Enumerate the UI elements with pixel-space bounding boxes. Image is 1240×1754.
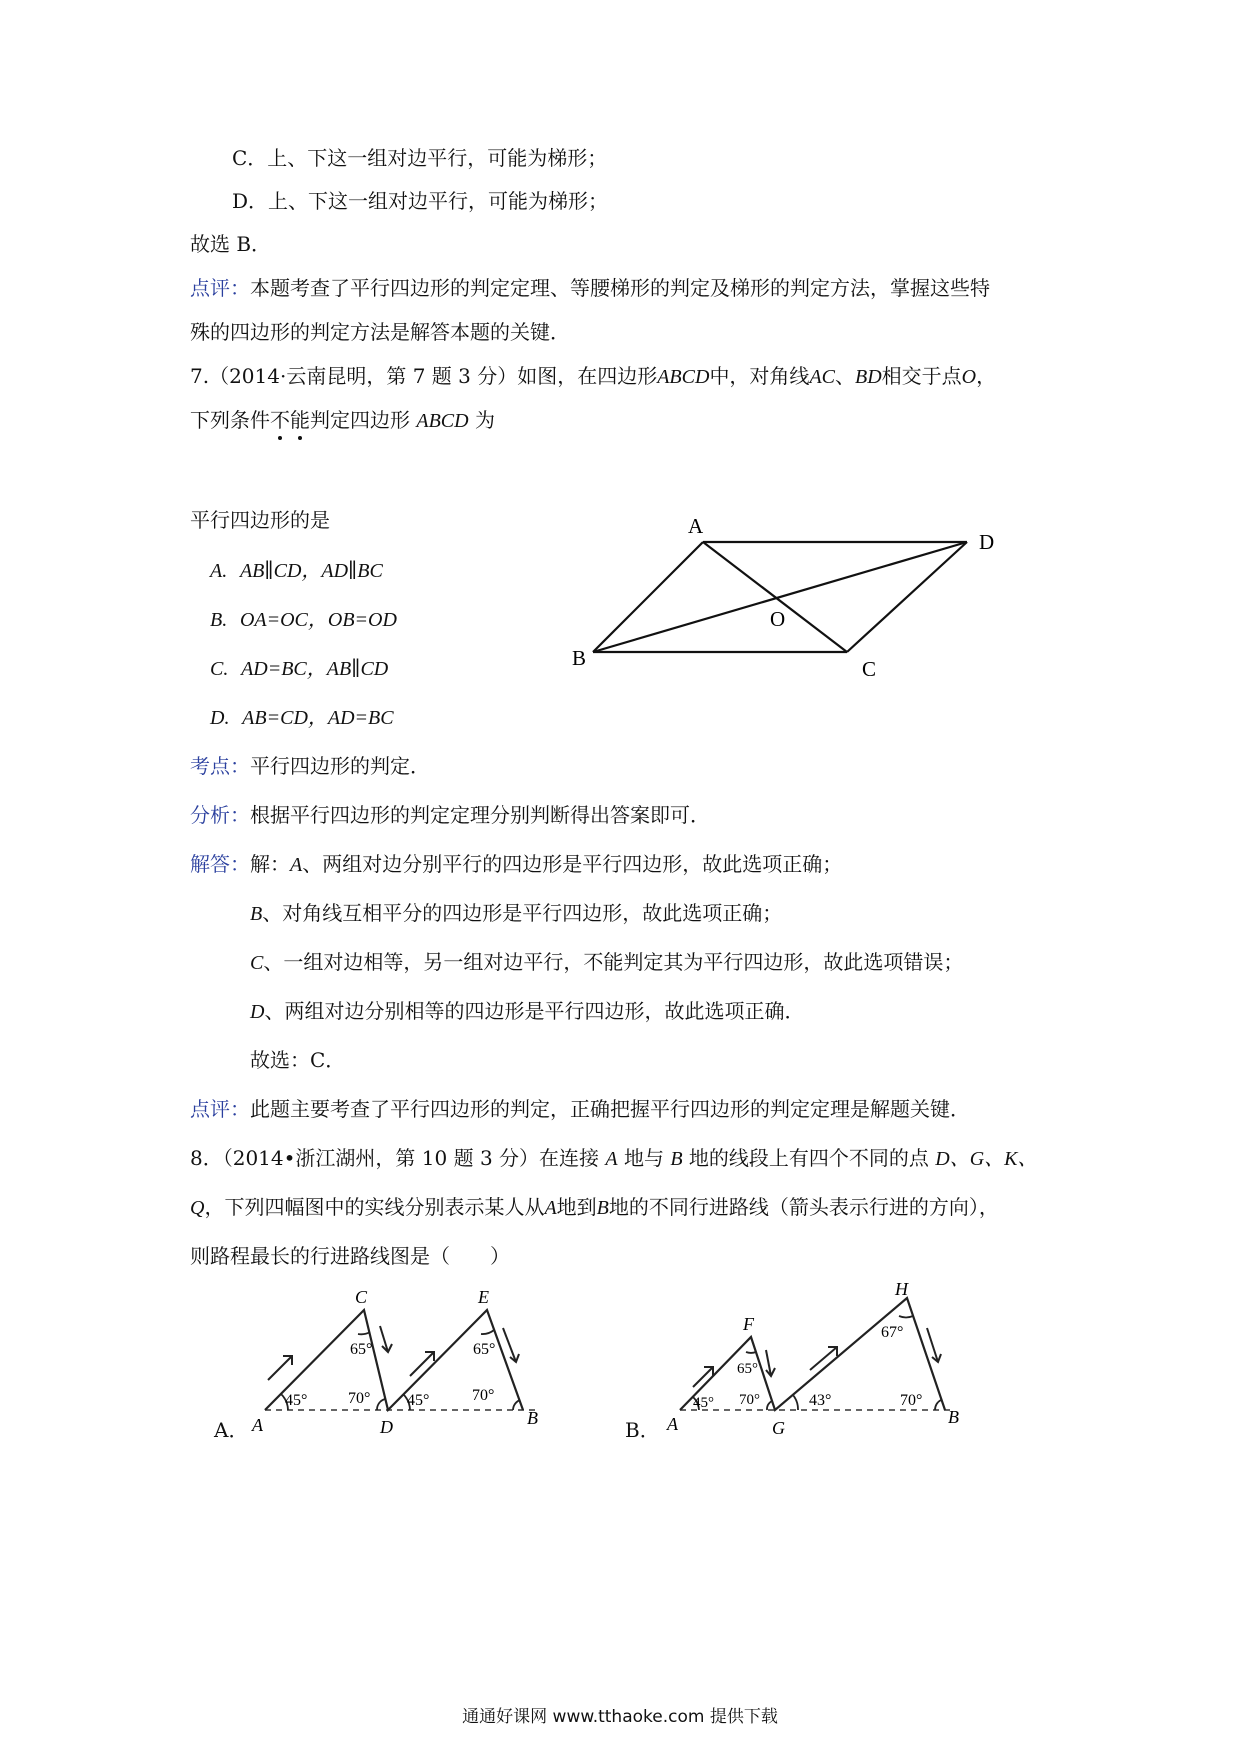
q7-jieda-line-1 (190, 850, 842, 879)
dianping-text: 此题主要考查了平行四边形的判定，正确把握平行四边形的判定定理是解题关键． (250, 1097, 970, 1121)
jieda-letter: A (290, 854, 303, 876)
option-letter: D. (210, 707, 230, 729)
q8-point-q: Q (190, 1197, 205, 1219)
q7-dianping (190, 1095, 970, 1123)
vertex-label-d: D (979, 530, 995, 554)
vertex-label: A (667, 1414, 678, 1434)
vertex-label: B (527, 1408, 538, 1428)
q7-ac: AC (809, 366, 835, 388)
q8-point-b: B (670, 1148, 683, 1170)
q7-stem-text: 下列条件 (190, 408, 270, 432)
q8-stem-text: 地与 (623, 1146, 664, 1170)
direction-arrow (410, 1352, 434, 1376)
jieda-text: 、两组对边分别相等的四边形是平行四边形，故此选项正确． (264, 999, 805, 1023)
option-text: AD=BC，AB∥CD (241, 658, 389, 680)
angle-arc (377, 1399, 385, 1410)
q7-bd: BD (855, 366, 882, 388)
vertex-label: F (743, 1314, 754, 1334)
vertex-label: D (380, 1417, 393, 1437)
review-line-1 (190, 274, 990, 302)
vertex-label: E (478, 1288, 489, 1307)
review-line-2: 殊的四边形的判定方法是解答本题的关键． (190, 320, 570, 344)
q7-option-c[interactable] (210, 654, 388, 683)
q7-jieda-line-5: 故选：C． (250, 1048, 346, 1072)
q8-stem-text: 8．（2014•浙江湖州，第 10 题 3 分）在连接 (190, 1146, 600, 1170)
q7-emphasis-can: 能 (290, 408, 310, 432)
q7-stem-line-3: 平行四边形的是 (190, 508, 330, 532)
q8-stem-line-1 (190, 1144, 1038, 1173)
angle-label: 45° (285, 1392, 308, 1409)
page-footer: 通通好课网 www.tthaoke.com 提供下载 (462, 1707, 778, 1727)
option-letter: B. (210, 609, 228, 631)
q7-o: O (961, 366, 977, 388)
fenxi-text: 根据平行四边形的判定定理分别判断得出答案即可． (250, 803, 710, 827)
angle-label: 67° (881, 1324, 904, 1341)
angle-arc (935, 1400, 941, 1410)
angle-label: 43° (809, 1392, 832, 1409)
option-text: OA=OC，OB=OD (239, 609, 397, 631)
q7-option-b[interactable] (210, 605, 397, 634)
dianping-label: 点评： (190, 1097, 250, 1121)
angle-label: 65° (350, 1341, 373, 1358)
angle-label: 45° (693, 1395, 714, 1411)
option-letter: C. (210, 658, 229, 680)
q7-option-d[interactable] (210, 703, 394, 732)
q8-points: D、G、K、 (935, 1148, 1038, 1170)
option-text: AB=CD，AD=BC (242, 707, 394, 729)
q7-abcd: ABCD (657, 366, 710, 388)
vertex-label: G (772, 1418, 785, 1438)
q7-stem-line-1 (190, 362, 996, 391)
option-text: AB∥CD，AD∥BC (239, 560, 383, 582)
vertex-label: A (252, 1415, 263, 1435)
center-label-o: O (770, 607, 786, 631)
q8-option-b-label[interactable]: B． (625, 1418, 660, 1442)
angle-arc (899, 1316, 913, 1317)
q8-stem-text: 地到 (556, 1195, 597, 1219)
option-c-line: C．上、下这一组对边平行，可能为梯形； (232, 146, 608, 170)
kaodian-text: 平行四边形的判定． (250, 754, 430, 778)
q7-stem-text: 中，对角线 (709, 364, 810, 388)
q8-stem-text: ，下列四幅图中的实线分别表示某人从 (204, 1195, 545, 1219)
jieda-label: 解答： (190, 852, 250, 876)
angle-arc (767, 1401, 772, 1410)
angle-arc (481, 1330, 494, 1334)
option-letter: A. (210, 560, 228, 582)
q8-point-b: B (596, 1197, 609, 1219)
q7-stem-text: 判定四边形 (310, 408, 410, 432)
angle-arc (746, 1352, 756, 1353)
angle-arc (793, 1395, 798, 1410)
jieda-text: 解： (250, 852, 290, 876)
diagonal-ac (703, 542, 847, 652)
q7-jieda-line-4 (250, 997, 804, 1026)
q7-stem-text: 、 (835, 364, 855, 388)
q8-stem-text: 地的线段上有四个不同的点 (688, 1146, 929, 1170)
vertex-label: C (355, 1288, 368, 1307)
jieda-letter: C (250, 952, 264, 974)
vertex-label-a: A (688, 514, 704, 538)
angle-label: 65° (473, 1341, 496, 1358)
direction-arrow (268, 1356, 292, 1380)
route-figure-a (240, 1288, 570, 1438)
vertex-label: B (948, 1407, 959, 1427)
jieda-text: 、一组对边相等，另一组对边平行，不能判定其为平行四边形，故此选项错误； (263, 950, 964, 974)
q7-abcd: ABCD (416, 410, 469, 432)
jieda-text: 、对角线互相平分的四边形是平行四边形，故此选项正确； (262, 901, 783, 925)
q8-stem-line-2 (190, 1193, 999, 1222)
vertex-label: H (895, 1280, 908, 1299)
angle-label: 70° (472, 1387, 495, 1404)
jieda-letter: D (250, 1001, 265, 1023)
q7-stem-text: 为 (474, 408, 495, 432)
route-figure-b (655, 1280, 995, 1438)
q7-stem-line-2 (190, 406, 495, 435)
angle-label: 45° (407, 1392, 430, 1409)
q7-jieda-line-2 (250, 899, 782, 928)
direction-arrow (693, 1367, 713, 1387)
q7-jieda-line-3 (250, 948, 963, 977)
review-text: 本题考查了平行四边形的判定定理、等腰梯形的判定及梯形的判定方法，掌握这些特 (250, 276, 990, 300)
option-d-line: D．上、下这一组对边平行，可能为梯形； (232, 189, 609, 213)
side-dc (847, 542, 967, 652)
angle-arc (358, 1332, 370, 1334)
q8-stem-line-3: 则路程最长的行进路线图是（ ） (190, 1244, 510, 1268)
angle-label: 70° (739, 1392, 760, 1408)
jieda-letter: B (250, 903, 263, 925)
fenxi-label: 分析： (190, 803, 250, 827)
jieda-text: 、两组对边分别平行的四边形是平行四边形，故此选项正确； (302, 852, 843, 876)
q7-stem-text: ， (976, 364, 997, 388)
q7-stem-text: 7.（2014·云南昆明，第 7 题 3 分）如图，在四边形 (190, 364, 658, 388)
q8-option-a-label[interactable]: A． (214, 1418, 249, 1442)
q7-emphasis-not: 不 (270, 408, 290, 432)
q7-fenxi (190, 801, 710, 829)
q7-kaodian (190, 752, 430, 780)
vertex-label-c: C (862, 657, 877, 681)
angle-label: 70° (900, 1392, 923, 1409)
answer-line: 故选 B． (190, 232, 272, 256)
q8-point-a: A (544, 1197, 557, 1219)
angle-label: 70° (348, 1390, 371, 1407)
q8-point-a: A (605, 1148, 618, 1170)
vertex-label-b: B (572, 646, 587, 670)
kaodian-label: 考点： (190, 754, 250, 778)
q7-option-a[interactable] (210, 556, 383, 585)
review-label: 点评： (190, 276, 250, 300)
angle-label: 65° (737, 1361, 758, 1377)
direction-arrow (810, 1347, 837, 1370)
q8-stem-text: 地的不同行进路线（箭头表示行进的方向）， (608, 1195, 999, 1219)
parallelogram-figure (560, 505, 1020, 685)
q7-stem-text: 相交于点 (881, 364, 962, 388)
